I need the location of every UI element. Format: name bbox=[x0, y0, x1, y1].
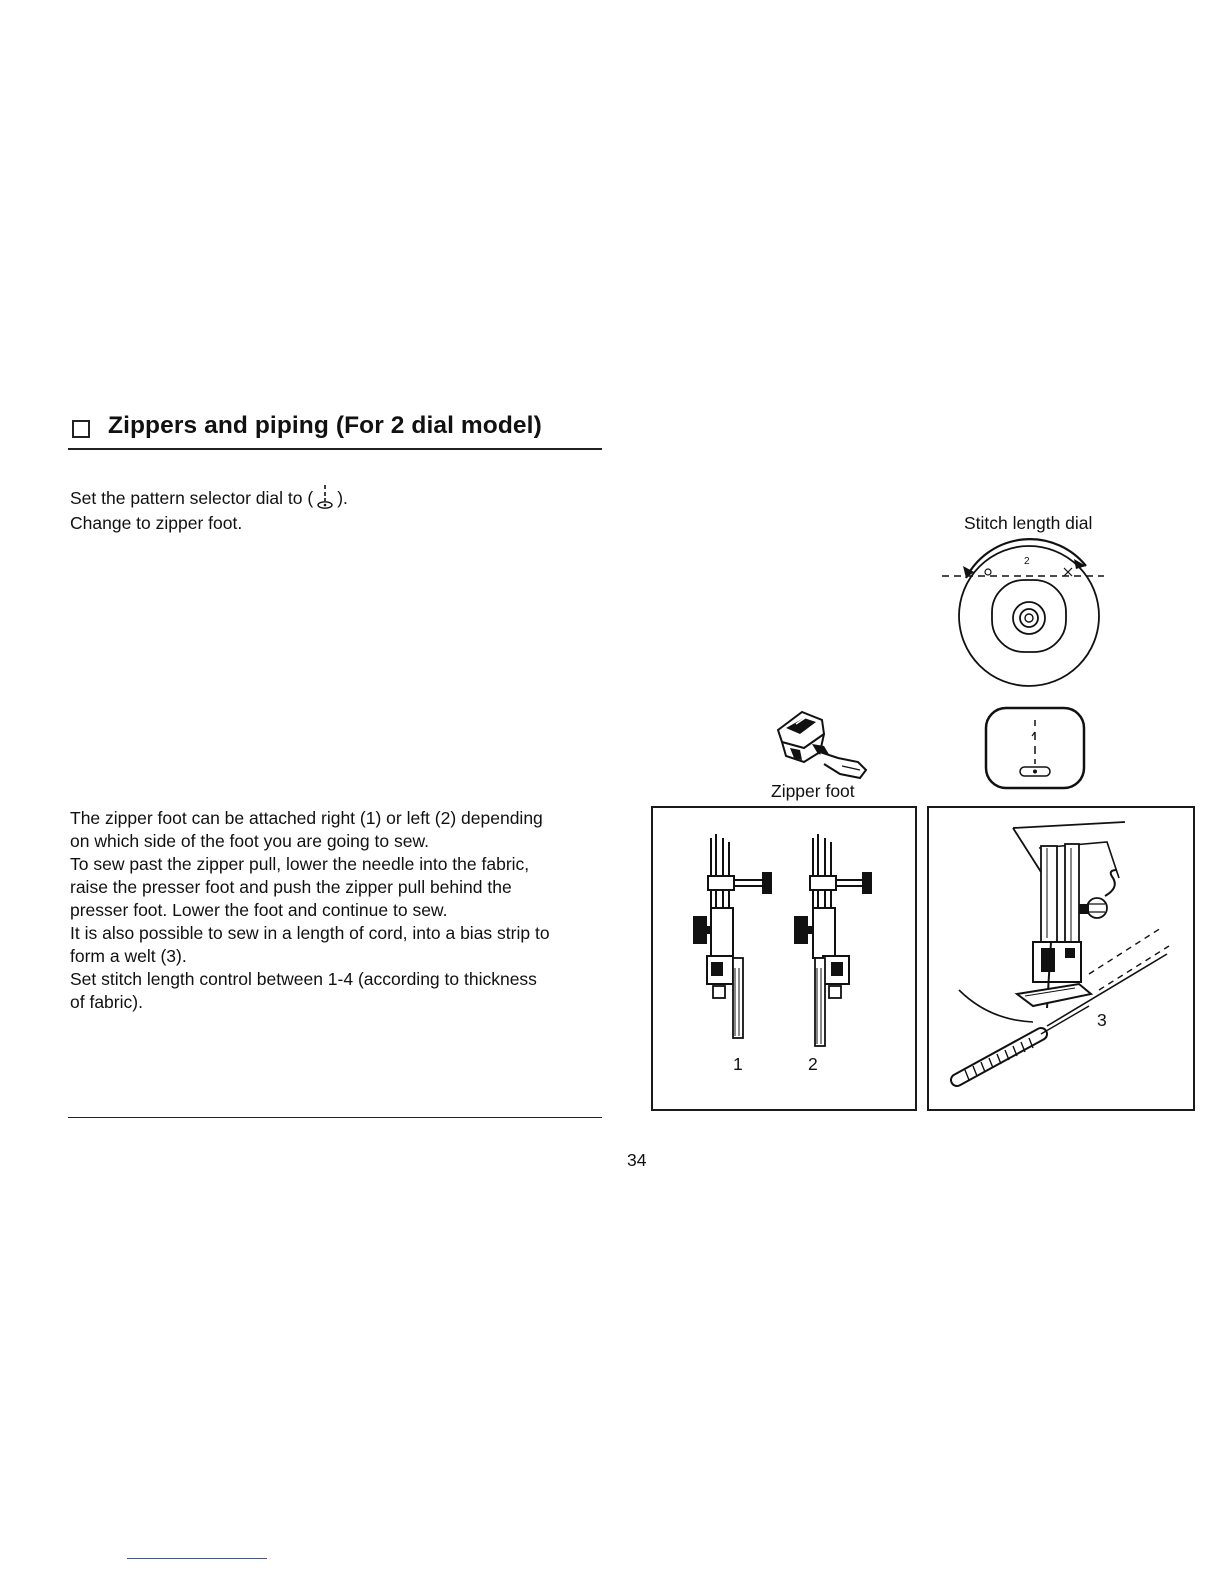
instruction-line: on which side of the foot you are going to sew. bbox=[70, 831, 429, 851]
stitch-dial-mark: 2 bbox=[1024, 556, 1030, 567]
checkbox-square-icon bbox=[72, 420, 90, 438]
stitch-length-dial-icon bbox=[936, 538, 1108, 699]
stitch-length-dial-label: Stitch length dial bbox=[964, 513, 1093, 533]
section-title: Zippers and piping (For 2 dial model) bbox=[108, 412, 542, 439]
instruction-line: raise the presser foot and push the zipper pull behind the bbox=[70, 877, 512, 897]
instruction-line: The zipper foot can be attached right (1) or left (2) depending bbox=[70, 808, 543, 828]
instruction-line: To sew past the zipper pull, lower the needle into the fabric, bbox=[70, 854, 530, 874]
instruction-line: Set stitch length control between 1-4 (according to thickness bbox=[70, 969, 537, 989]
instruction-line: It is also possible to sew in a length of cord, into a bias strip to bbox=[70, 923, 550, 943]
footer-rule bbox=[127, 1558, 267, 1559]
zipper-foot-right-illustration bbox=[693, 834, 772, 1038]
callout-2: 2 bbox=[808, 1054, 818, 1074]
bottom-divider bbox=[68, 1117, 602, 1118]
zipper-foot-icon bbox=[760, 704, 872, 785]
callout-1: 1 bbox=[733, 1054, 743, 1074]
page-number: 34 bbox=[627, 1150, 647, 1170]
intro-line-prefix: Set the pattern selector dial to ( bbox=[70, 488, 314, 508]
cording-welt-figure bbox=[927, 806, 1195, 1111]
intro-line-suffix: ). bbox=[337, 488, 348, 508]
instruction-line: of fabric). bbox=[70, 992, 143, 1012]
zipper-foot-positions-figure bbox=[651, 806, 917, 1111]
intro-line-pattern bbox=[70, 484, 348, 510]
instruction-line: form a welt (3). bbox=[70, 946, 187, 966]
pattern-selector-icon bbox=[982, 704, 1088, 797]
section-heading bbox=[68, 410, 602, 450]
zipper-foot-left-illustration bbox=[794, 834, 872, 1046]
instruction-line: presser foot. Lower the foot and continue to sew. bbox=[70, 900, 448, 920]
instructions-paragraph bbox=[70, 807, 550, 1014]
straight-stitch-pattern-icon bbox=[313, 484, 337, 510]
zipper-foot-label: Zipper foot bbox=[771, 781, 855, 801]
intro-line-foot: Change to zipper foot. bbox=[70, 513, 243, 533]
callout-3: 3 bbox=[1097, 1010, 1107, 1030]
